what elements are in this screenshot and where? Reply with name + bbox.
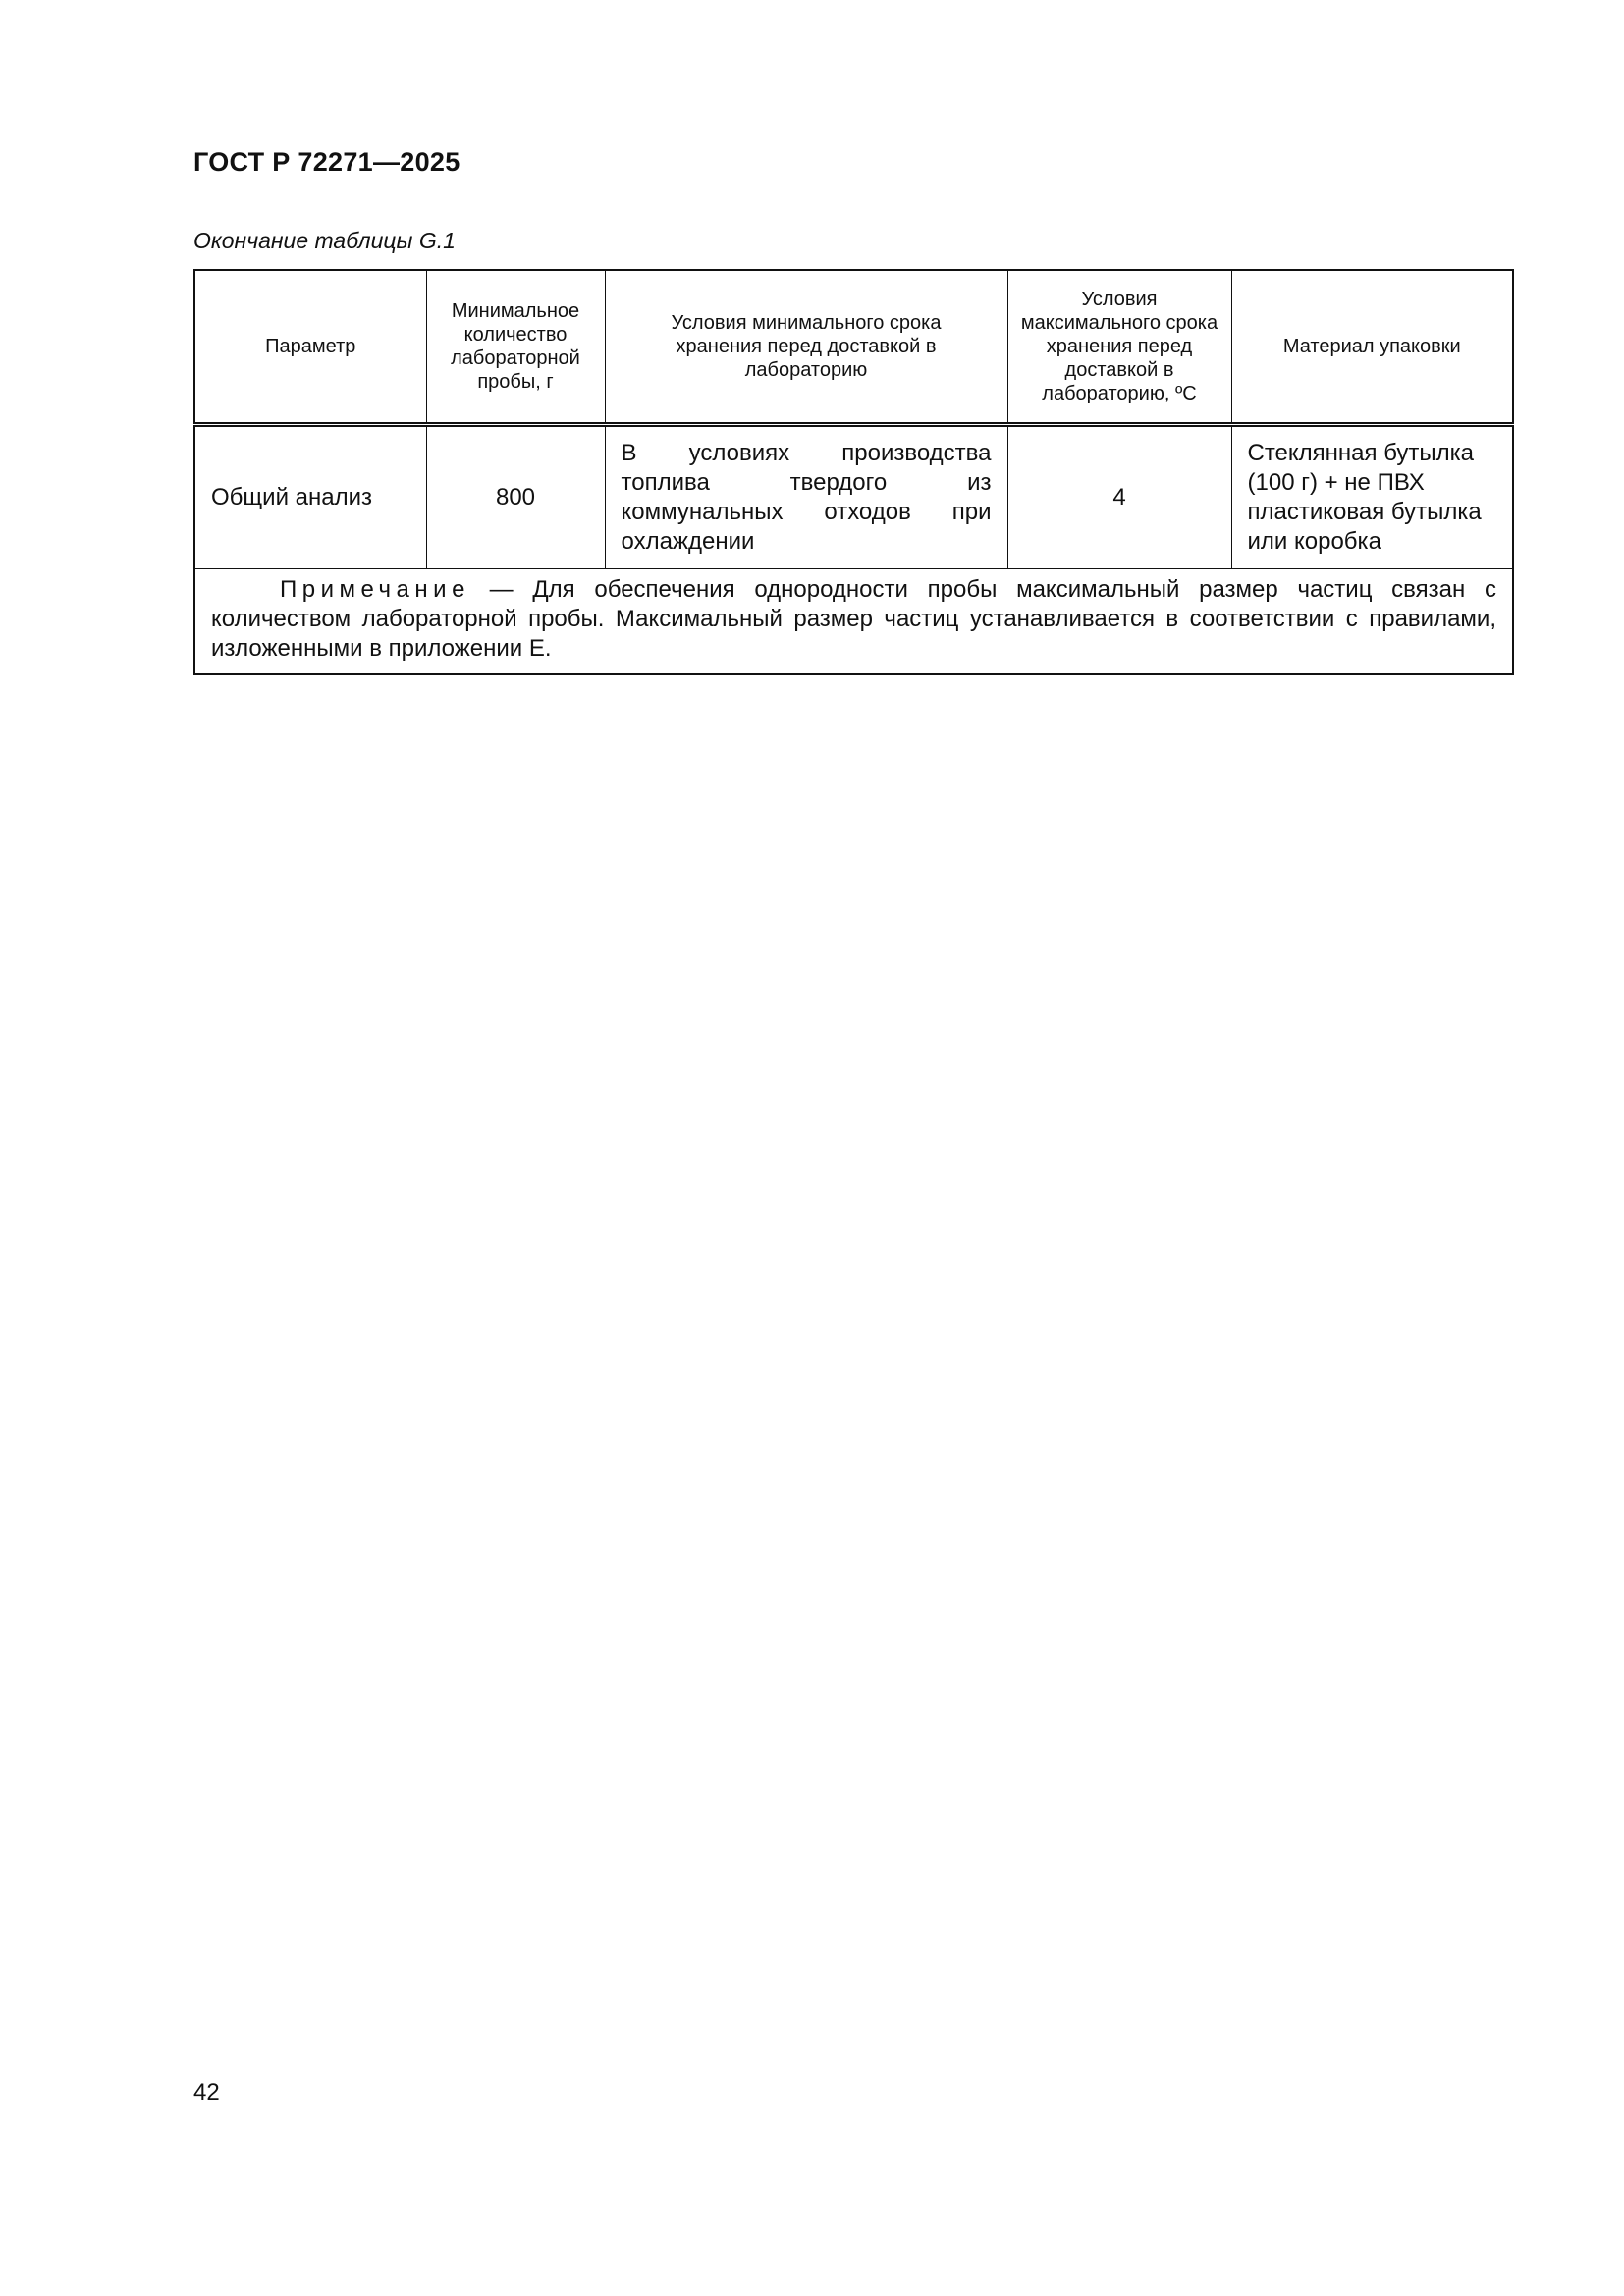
note-label: Примечание bbox=[280, 576, 470, 603]
note-text: — Для обеспечения однородности пробы максимальный размер частиц связан с количеством лабораторной пробы. Максимальный размер частиц устанавливается в соответствии с правилами, изложенными в приложении Е. bbox=[211, 576, 1496, 662]
page-number: 42 bbox=[193, 2079, 220, 2106]
cell-max-storage-conditions: 4 bbox=[1007, 425, 1231, 569]
table-note bbox=[194, 569, 1513, 675]
data-table bbox=[193, 269, 1514, 675]
cell-packaging: Стеклянная бутылка (100 г) + не ПВХ пластиковая бутылка или коробка bbox=[1231, 425, 1513, 569]
column-header-min-quantity: Минимальное количество лабораторной пробы, г bbox=[426, 270, 605, 425]
document-header: ГОСТ Р 72271—2025 bbox=[193, 147, 460, 177]
table-row bbox=[194, 425, 1513, 569]
cell-min-quantity: 800 bbox=[426, 425, 605, 569]
column-header-min-storage: Условия минимального срока хранения перед доставкой в лабораторию bbox=[605, 270, 1007, 425]
column-header-packaging: Материал упаковки bbox=[1231, 270, 1513, 425]
table-header-row bbox=[194, 270, 1513, 425]
cell-parameter: Общий анализ bbox=[194, 425, 426, 569]
column-header-parameter: Параметр bbox=[194, 270, 426, 425]
cell-min-storage-conditions: В условиях производства топлива твердого из коммунальных отходов при охлаждении bbox=[605, 425, 1007, 569]
table-caption: Окончание таблицы G.1 bbox=[193, 228, 456, 253]
column-header-max-storage: Условия максимального срока хранения перед доставкой в лабораторию, ºС bbox=[1007, 270, 1231, 425]
table-note-row bbox=[194, 569, 1513, 675]
